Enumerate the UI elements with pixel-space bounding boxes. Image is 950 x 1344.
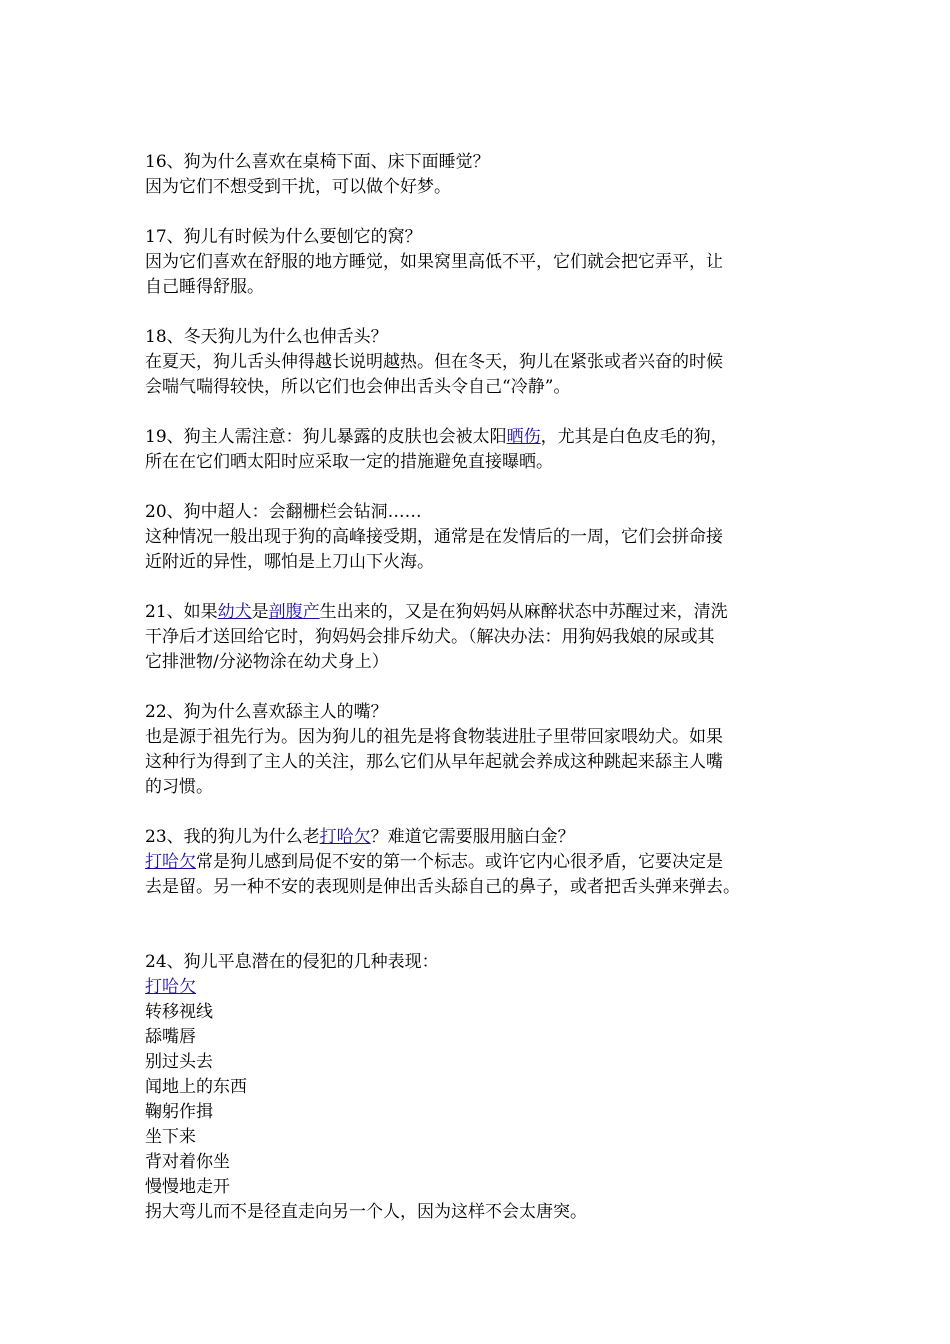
list-item: 鞠躬作揖 [145, 1102, 213, 1122]
link-yawn-1[interactable]: 打哈欠 [319, 827, 371, 847]
answer-23-text-1: 常是狗儿感到局促不安的第一个标志。或许它内心很矛盾，它要决定是 [196, 852, 723, 872]
list-item: 慢慢地走开 [145, 1177, 230, 1197]
list-item: 转移视线 [145, 1002, 213, 1022]
answer-20-line-1: 这种情况一般出现于狗的高峰接受期，通常是在发情后的一周，它们会拼命接 [145, 527, 723, 547]
answer-17-line-1: 因为它们喜欢在舒服的地方睡觉，如果窝里高低不平，它们就会把它弄平，让 [145, 252, 723, 272]
paragraph-21-line-3: 它排泄物/分泌物涂在幼犬身上） [145, 652, 389, 672]
paragraph-21-line-2: 干净后才送回给它时，狗妈妈会排斥幼犬。（解决办法：用狗妈我娘的尿或其 [145, 627, 715, 647]
section-21 [145, 600, 825, 675]
list-item: 背对着你坐 [145, 1152, 230, 1172]
answer-22-line-1: 也是源于祖先行为。因为狗儿的祖先是将食物装进肚子里带回家喂幼犬。如果 [145, 727, 723, 747]
section-24 [145, 950, 825, 1225]
question-23-text-1: 23、我的狗儿为什么老 [145, 827, 320, 847]
paragraph-19-line-2: 所在在它们晒太阳时应采取一定的措施避免直接曝晒。 [145, 452, 553, 472]
section-18 [145, 325, 825, 400]
question-20: 20、狗中超人：会翻栅栏会钻洞…… [145, 502, 422, 522]
link-cesarean[interactable]: 剖腹产 [268, 602, 320, 622]
answer-23-line-1 [145, 850, 825, 875]
section-16 [145, 150, 825, 200]
answer-23-line-2: 去是留。另一种不安的表现则是伸出舌头舔自己的鼻子，或者把舌头弹来弹去。 [145, 877, 740, 897]
answer-20-line-2: 近附近的异性，哪怕是上刀山下火海。 [145, 552, 434, 572]
list-item: 坐下来 [145, 1127, 196, 1147]
question-23 [145, 825, 825, 850]
paragraph-21-text-3: 生出来的，又是在狗妈妈从麻醉状态中苏醒过来，清洗 [319, 602, 728, 622]
link-yawn-3[interactable]: 打哈欠 [145, 977, 196, 997]
question-23-text-2: ？难道它需要服用脑白金？ [370, 827, 575, 847]
document-body [145, 150, 825, 1250]
section-20 [145, 500, 825, 575]
link-puppy[interactable]: 幼犬 [217, 602, 252, 622]
answer-16-line-1: 因为它们不想受到干扰，可以做个好梦。 [145, 177, 451, 197]
paragraph-19-text-2: ，尤其是白色皮毛的狗， [540, 427, 728, 447]
list-item: 别过头去 [145, 1052, 213, 1072]
paragraph-21-text-1: 21、如果 [145, 602, 218, 622]
answer-22-line-3: 的习惯。 [145, 777, 213, 797]
answer-22-line-2: 这种行为得到了主人的关注，那么它们从早年起就会养成这种跳起来舔主人嘴 [145, 752, 723, 772]
question-16: 16、狗为什么喜欢在桌椅下面、床下面睡觉？ [145, 152, 490, 172]
section-22 [145, 700, 825, 800]
list-item-link [145, 975, 825, 1000]
list-item: 拐大弯儿而不是径直走向另一个人，因为这样不会太唐突。 [145, 1202, 587, 1222]
paragraph-19-text-1: 19、狗主人需注意：狗儿暴露的皮肤也会被太阳 [145, 427, 507, 447]
answer-18-line-1: 在夏天，狗儿舌头伸得越长说明越热。但在冬天，狗儿在紧张或者兴奋的时候 [145, 352, 723, 372]
paragraph-19-line-1 [145, 425, 825, 450]
section-23 [145, 825, 825, 900]
question-17: 17、狗儿有时候为什么要刨它的窝？ [145, 227, 422, 247]
answer-18-line-2: 会喘气喘得较快，所以它们也会伸出舌头令自己“冷静”。 [145, 377, 571, 397]
link-yawn-2[interactable]: 打哈欠 [145, 852, 196, 872]
link-sunburn[interactable]: 晒伤 [506, 427, 541, 447]
section-19 [145, 425, 825, 475]
section-17 [145, 225, 825, 300]
answer-17-line-2: 自己睡得舒服。 [145, 277, 264, 297]
list-item: 闻地上的东西 [145, 1077, 247, 1097]
question-18: 18、冬天狗儿为什么也伸舌头？ [145, 327, 388, 347]
paragraph-21-text-2: 是 [251, 602, 269, 622]
paragraph-21-line-1 [145, 600, 825, 625]
question-24: 24、狗儿平息潜在的侵犯的几种表现： [145, 952, 439, 972]
list-item: 舔嘴唇 [145, 1027, 196, 1047]
question-22: 22、狗为什么喜欢舔主人的嘴？ [145, 702, 388, 722]
